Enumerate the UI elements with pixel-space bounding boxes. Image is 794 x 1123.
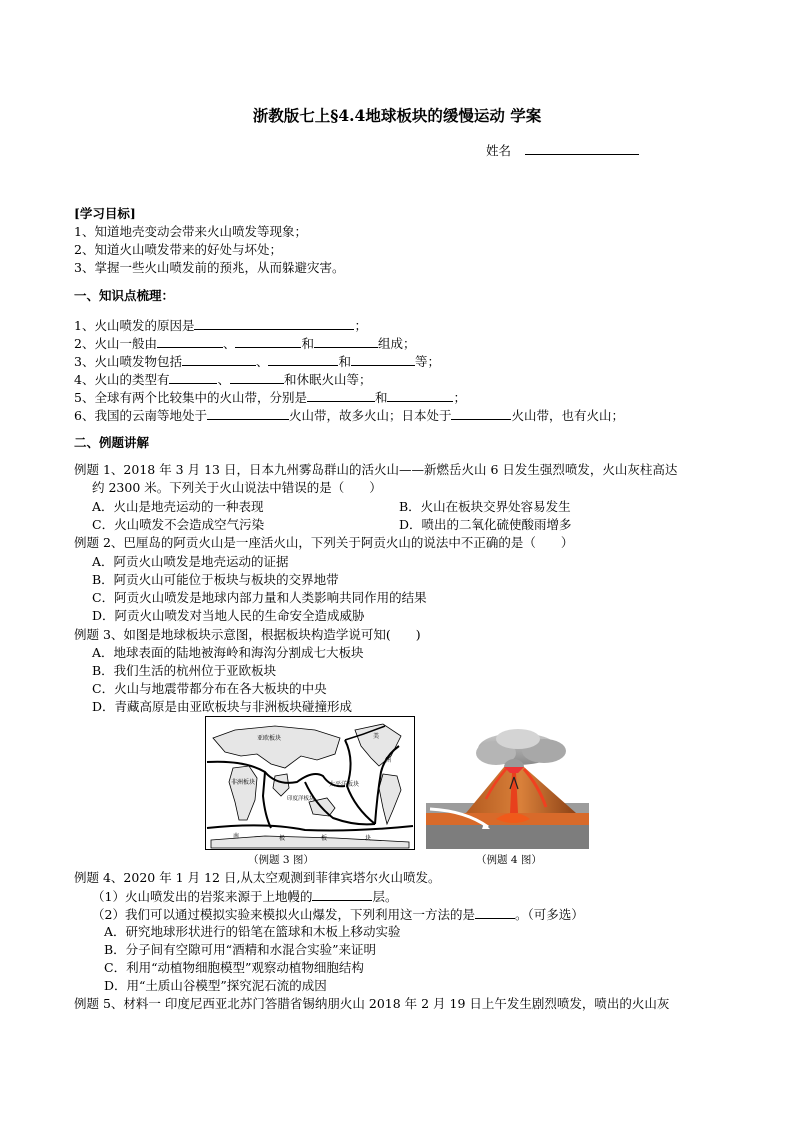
knowledge-q2: 2、火山一般由 、 和 组成； xyxy=(74,336,416,351)
ex3-option-d[interactable]: D．青藏高原是由亚欧板块与非洲板块碰撞形成 xyxy=(92,699,353,714)
blank-q3c[interactable] xyxy=(351,353,415,366)
volcano-image xyxy=(426,727,589,849)
ex2-option-c[interactable]: C．阿贡火山喷发是地球内部力量和人类影响共同作用的结果 xyxy=(92,590,427,605)
blank-q6b[interactable] xyxy=(451,407,511,420)
objectives-heading: [学习目标] xyxy=(74,206,136,221)
ex3-stem: 例题 3、如图是地球板块示意图，根据板块构造学说可知( ) xyxy=(74,627,421,642)
blank-ex4-q1[interactable] xyxy=(312,888,372,901)
blank-q4a[interactable] xyxy=(169,371,217,384)
blank-q2c[interactable] xyxy=(314,335,378,348)
ex3-option-b[interactable]: B．我们生活的杭州位于亚欧板块 xyxy=(92,663,277,678)
objective-3: 3、掌握一些火山喷发前的预兆，从而躲避灾害。 xyxy=(74,260,345,275)
name-field[interactable] xyxy=(486,142,639,159)
ex1-option-d[interactable]: D．喷出的二氧化硫使酸雨增多 xyxy=(399,517,572,532)
knowledge-q3: 3、火山喷发物包括 、 和 等； xyxy=(74,354,441,369)
fig4-caption: （例题 4 图） xyxy=(476,854,542,866)
map-label-pacific: 太平洋板块 xyxy=(329,781,360,788)
blank-q2a[interactable] xyxy=(157,335,223,348)
ex4-stem: 例题 4、2020 年 1 月 12 日,从太空观测到菲律宾塔尔火山喷发。 xyxy=(74,870,441,885)
ex1-option-a[interactable]: A．火山是地壳运动的一种表现 xyxy=(92,499,264,514)
blank-q5a[interactable] xyxy=(307,389,375,402)
plate-map-image xyxy=(205,716,415,850)
map-label-ji: 极 xyxy=(279,835,286,842)
ex2-option-a[interactable]: A．阿贡火山喷发是地壳运动的证据 xyxy=(92,554,289,569)
ex1-option-b[interactable]: B．火山在板块交界处容易发生 xyxy=(399,499,571,514)
section2-heading: 二、例题讲解 xyxy=(74,435,150,450)
blank-q2b[interactable] xyxy=(235,335,301,348)
map-label-mei: 美 xyxy=(373,733,380,740)
map-label-eurasian: 亚欧板块 xyxy=(257,735,282,742)
section1-heading: 一、知识点梳理： xyxy=(74,288,175,303)
ex2-stem: 例题 2、巴厘岛的阿贡火山是一座活火山，下列关于阿贡火山的说法中不正确的是（ ） xyxy=(74,535,574,550)
fig3-caption: （例题 3 图） xyxy=(248,854,314,866)
ex4-option-d[interactable]: D．用“土质山谷模型”探究泥石流的成因 xyxy=(104,978,327,993)
map-label-indian: 印度洋板块 xyxy=(287,796,315,802)
ex4-q2: （2）我们可以通过模拟实验来模拟火山爆发，下列利用这一方法的是 。（可多选） xyxy=(92,907,584,922)
name-label: 姓名 xyxy=(486,143,512,158)
ex2-option-d[interactable]: D．阿贡火山喷发对当地人民的生命安全造成威胁 xyxy=(92,608,365,623)
blank-q5b[interactable] xyxy=(387,389,453,402)
plate-map-figure xyxy=(205,716,415,850)
blank-q3b[interactable] xyxy=(268,353,338,366)
name-blank[interactable] xyxy=(525,142,639,155)
blank-q4b[interactable] xyxy=(230,371,284,384)
ex1-option-c[interactable]: C．火山喷发不会造成空气污染 xyxy=(92,517,265,532)
ex4-option-a[interactable]: A．研究地球形状进行的铅笔在篮球和木板上移动实验 xyxy=(104,924,401,939)
volcano-figure xyxy=(426,727,589,849)
ex5-stem: 例题 5、材料一 印度尼西亚北苏门答腊省锡纳朋火山 2018 年 2 月 19 日上午发生剧烈喷发，喷出的火山灰 xyxy=(74,996,670,1011)
map-label-kuai: 块 xyxy=(365,835,372,842)
ex1-stem-line1: 例题 1、2018 年 3 月 13 日，日本九州雾岛群山的活火山——新燃岳火山 6 日发生强烈喷发，火山灰柱高达 xyxy=(74,462,678,477)
ex4-option-b[interactable]: B．分子间有空隙可用“酒精和水混合实验”来证明 xyxy=(104,942,376,957)
map-label-ban: 板 xyxy=(321,835,328,842)
map-label-zhou: 洲 xyxy=(385,757,392,764)
map-label-african: 非洲板块 xyxy=(231,779,256,786)
knowledge-q1: 1、火山喷发的原因是 ； xyxy=(74,318,367,333)
ex3-option-c[interactable]: C．火山与地震带都分布在各大板块的中央 xyxy=(92,681,327,696)
knowledge-q6: 6、我国的云南等地处于 火山带，故多火山；日本处于 火山带，也有火山； xyxy=(74,408,624,423)
ex3-option-a[interactable]: A．地球表面的陆地被海岭和海沟分割成七大板块 xyxy=(92,645,364,660)
ex2-option-b[interactable]: B．阿贡火山可能位于板块与板块的交界地带 xyxy=(92,572,339,587)
blank-q3a[interactable] xyxy=(182,353,256,366)
knowledge-q5: 5、全球有两个比较集中的火山带，分别是 和 ； xyxy=(74,390,466,405)
blank-q1[interactable] xyxy=(194,317,354,330)
map-label-nan: 南 xyxy=(233,833,240,840)
blank-q6a[interactable] xyxy=(207,407,289,420)
objective-1: 1、知道地壳变动会带来火山喷发等现象； xyxy=(74,224,307,239)
ex4-q1: （1）火山喷发出的岩浆来源于上地幔的 层。 xyxy=(92,889,398,904)
blank-ex4-q2[interactable] xyxy=(475,906,515,919)
page-title: 浙教版七上§4.4地球板块的缓慢运动 学案 xyxy=(252,106,542,125)
knowledge-q4: 4、火山的类型有 、 和休眠火山等； xyxy=(74,372,372,387)
objective-2: 2、知道火山喷发带来的好处与坏处； xyxy=(74,242,282,257)
ex4-option-c[interactable]: C．利用“动植物细胞模型”观察动植物细胞结构 xyxy=(104,960,364,975)
ex1-stem-line2: 约 2300 米。下列关于火山说法中错误的是（ ） xyxy=(92,480,382,495)
